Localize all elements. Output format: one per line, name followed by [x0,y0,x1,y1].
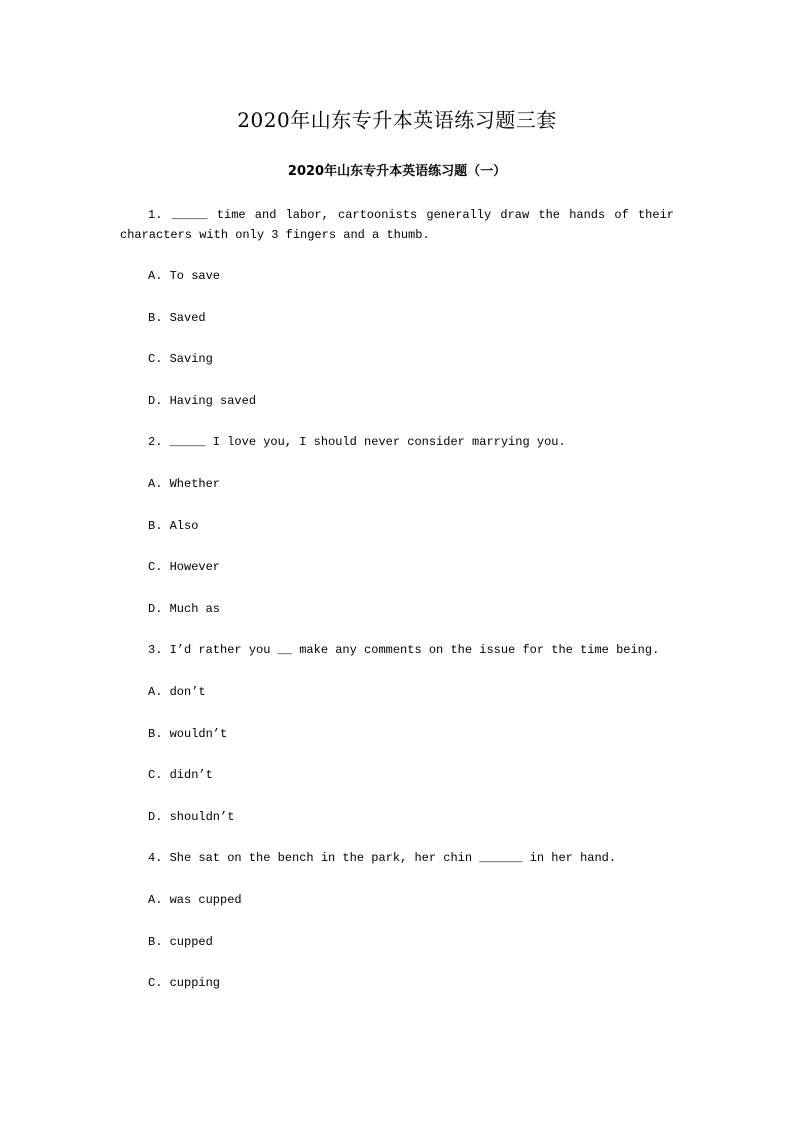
question-1-text: 1. _____ time and labor, cartoonists generally draw the hands of their characters with only 3 fingers and a thumb. [120,208,674,242]
question-2-option-b: B. Also [148,519,199,533]
question-2-text: 2. _____ I love you, I should never consider marrying you. [148,435,566,449]
section-title: 2020年山东专升本英语练习题（一） [287,164,507,179]
question-3-option-a: A. don’t [148,685,206,699]
document-title: 2020年山东专升本英语练习题三套 [237,108,557,132]
question-3-option-d: D. shouldn’t [148,810,235,824]
question-4-option-c: C. cupping [148,976,221,990]
question-3-option-b: B. wouldn’t [148,727,228,741]
question-3-text: 3. I’d rather you __ make any comments on the issue for the time being. [148,643,660,657]
question-1-option-b: B. Saved [148,311,206,325]
question-2-option-c: C. However [148,560,221,574]
question-1-option-c: C. Saving [148,352,213,366]
question-3-option-c: C. didn’t [148,768,213,782]
question-4-option-a: A. was cupped [148,893,242,907]
question-4-text: 4. She sat on the bench in the park, her chin ______ in her hand. [148,851,617,865]
question-2-option-a: A. Whether [148,477,221,491]
question-2-option-d: D. Much as [148,602,221,616]
question-4-option-b: B. cupped [148,935,213,949]
question-1-option-d: D. Having saved [148,394,257,408]
question-1-option-a: A. To save [148,269,221,283]
